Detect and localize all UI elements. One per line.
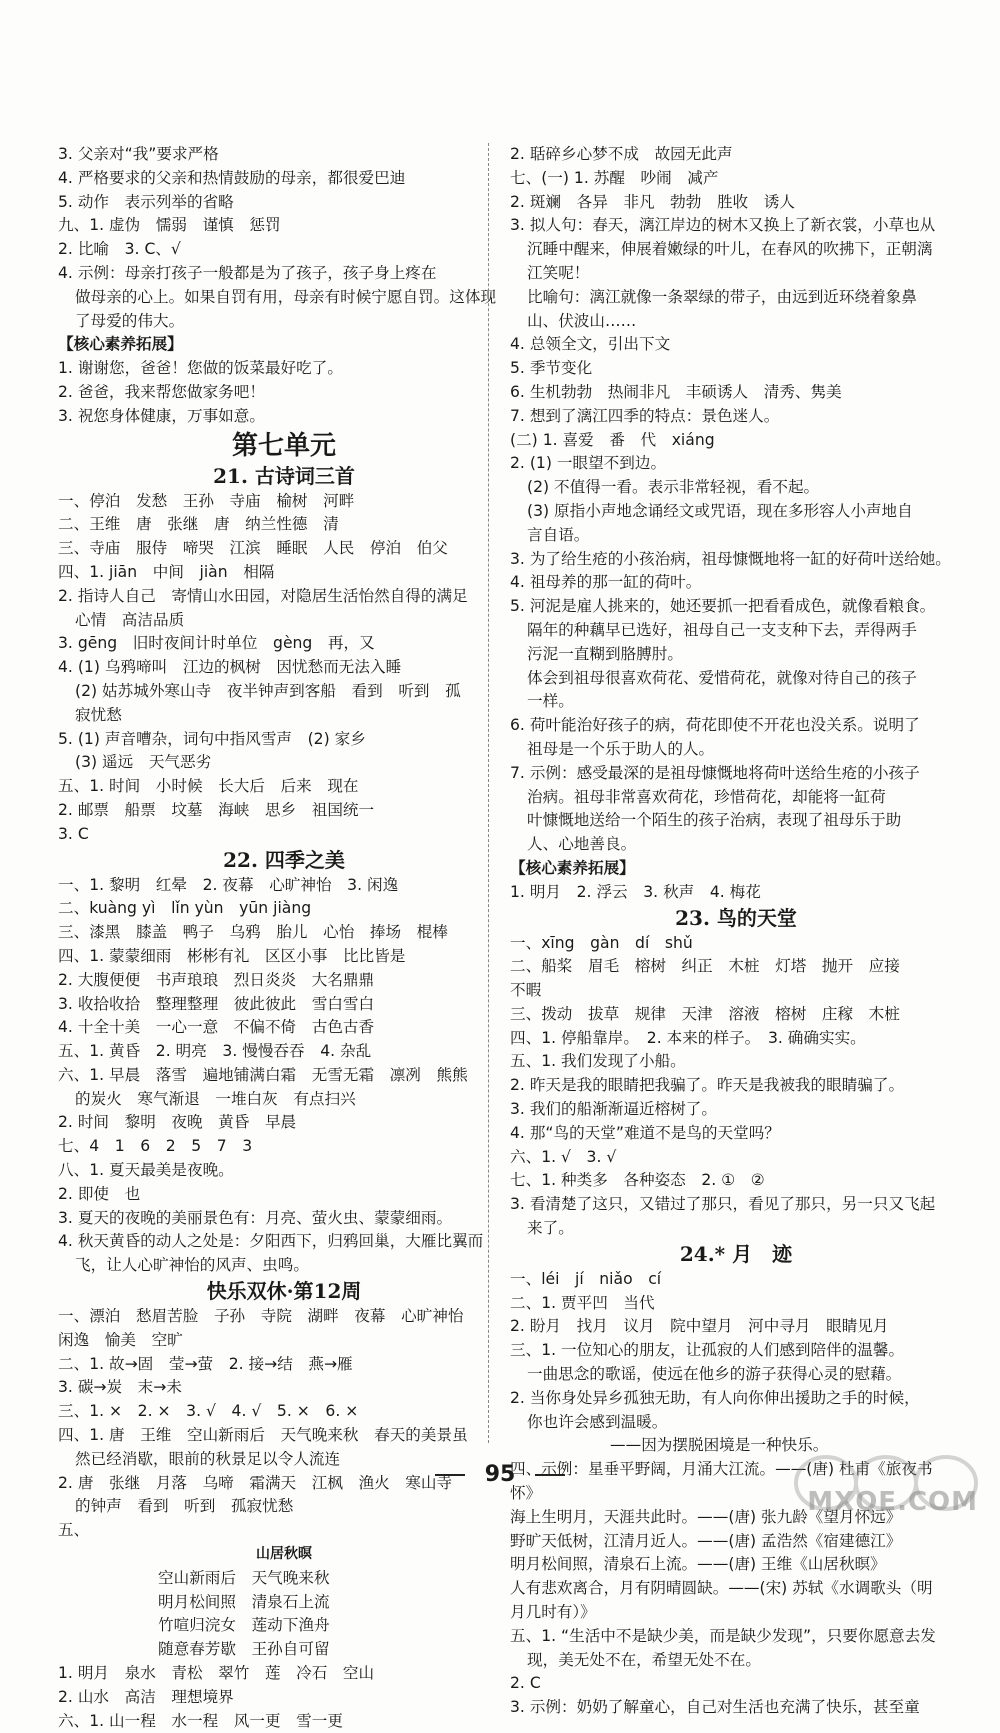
- answer-line: 一曲思念的歌谣，使远在他乡的游子获得心灵的慰藉。: [527, 1365, 902, 1384]
- answer-line: 然已经消歇，眼前的秋景足以令人流连: [75, 1449, 341, 1468]
- answer-line: 一、停泊 发愁 王孙 寺庙 榆树 河畔: [58, 491, 355, 510]
- answer-line: 七、1. 种类多 各种姿态 2. ① ②: [510, 1171, 765, 1190]
- section-heading: 快乐双休·第12周: [206, 1279, 362, 1304]
- answer-line: 2. C: [510, 1674, 541, 1693]
- answer-line: 7. 示例：感受最深的是祖母慷慨地将荷叶送给生疮的小孩子: [510, 763, 920, 782]
- answer-line: 6. 荷叶能治好孩子的病，荷花即使不开花也没关系。说明了: [510, 716, 920, 735]
- answer-line: 6. 生机勃勃 热闹非凡 丰硕诱人 清秀、隽美: [510, 382, 842, 401]
- answer-line: 随意春芳歇 王孙自可留: [158, 1640, 330, 1659]
- answer-line: 六、1. √ 3. √: [510, 1147, 617, 1166]
- answer-line: 2. 即使 也: [58, 1184, 141, 1203]
- answer-line: 祖母是一个乐于助人的人。: [527, 739, 715, 758]
- answer-line: 二、1. 贾平凹 当代: [510, 1293, 655, 1312]
- answer-line: 三、拨动 拔草 规律 天津 溶液 榕树 庄稼 木桩: [510, 1004, 900, 1023]
- answer-line: 的炭火 寒气渐退 一堆白灰 有点扫兴: [75, 1089, 356, 1108]
- section-heading: 24.* 月 迹: [679, 1241, 793, 1266]
- answer-line: 污泥一直糊到胳膊肘。: [527, 644, 683, 663]
- answer-line: 3. 看清楚了这只，又错过了那只，看见了那只，另一只又飞起: [510, 1195, 936, 1214]
- answer-line: 4. 示例：母亲打孩子一般都是为了孩子，孩子身上疼在: [58, 263, 437, 282]
- answer-line: 六、1. 早晨 落雪 遍地铺满白霜 无雪无霜 凛冽 熊熊: [58, 1065, 468, 1084]
- answer-line: 怀》: [510, 1484, 542, 1503]
- answer-line: 7. 想到了漓江四季的特点：景色迷人。: [510, 406, 780, 425]
- answer-line: 山、伏波山……: [527, 311, 637, 330]
- answer-line: 三、寺庙 服侍 啼哭 江滨 睡眠 人民 停泊 伯父: [58, 539, 448, 558]
- answer-line: 竹喧归浣女 莲动下渔舟: [158, 1616, 330, 1635]
- answer-line: 2. 唐 张继 月落 乌啼 霜满天 江枫 渔火 寒山寺: [58, 1473, 453, 1492]
- answer-line: 空山新雨后 天气晚来秋: [158, 1568, 330, 1587]
- answer-line: 5. (1) 声音嘈杂，词句中指风雪声 (2) 家乡: [58, 729, 366, 748]
- poem-title: 山居秋暝: [256, 1546, 312, 1563]
- answer-line: 2. 山水 高洁 理想境界: [58, 1687, 234, 1706]
- answer-line: 3. 父亲对“我”要求严格: [58, 145, 219, 163]
- answer-line: 五、1. 黄昏 2. 明亮 3. 慢慢吞吞 4. 杂乱: [58, 1042, 372, 1061]
- answer-line: 寂忧愁: [75, 705, 122, 724]
- answer-line: 3. 我们的船渐渐逼近榕树了。: [510, 1100, 717, 1119]
- answer-line: 3. 祝您身体健康，万事如意。: [58, 406, 265, 425]
- answer-line: 一、xīng gàn dí shǔ: [510, 933, 693, 952]
- answer-line: 4. (1) 乌鸦啼叫 江边的枫树 因忧愁而无法入睡: [58, 658, 402, 677]
- answer-line: 四、1. jiān 中间 jiàn 相隔: [58, 562, 275, 581]
- answer-line: 五、1. 我们发现了小船。: [510, 1052, 686, 1071]
- answer-line: 2. 聒碎乡心梦不成 故园无此声: [510, 145, 733, 163]
- answer-line: 2. 时间 黎明 夜晚 黄昏 早晨: [58, 1113, 297, 1132]
- answer-line: (3) 遥远 天气恶劣: [75, 753, 212, 772]
- answer-line: 野旷天低树，江清月近人。——(唐) 孟浩然《宿建德江》: [510, 1531, 902, 1550]
- answer-line: 4. 十全十美 一心一意 不偏不倚 古色古香: [58, 1018, 375, 1037]
- answer-line: 2. 斑斓 各异 非凡 勃勃 胜收 诱人: [510, 192, 795, 211]
- answer-line: 现，美无处不在，希望无处不在。: [527, 1650, 761, 1669]
- answer-line: 1. 明月 泉水 青松 翠竹 莲 冷石 空山: [58, 1664, 375, 1683]
- answer-line: 2. 大腹便便 书声琅琅 烈日炎炎 大名鼎鼎: [58, 970, 375, 989]
- answer-line: 来了。: [527, 1219, 574, 1238]
- answer-line: 不暇: [510, 981, 542, 1000]
- answer-line: 八、1. 夏天最美是夜晚。: [58, 1161, 234, 1180]
- answer-line: 江笑呢！: [527, 263, 590, 282]
- answer-line: 四、1. 停船靠岸。 2. 本来的样子。 3. 确确实实。: [510, 1028, 866, 1047]
- answer-line: 心情 高洁品质: [75, 610, 185, 629]
- answer-line: 2. 邮票 船票 坟墓 海峡 思乡 祖国统一: [58, 800, 375, 819]
- section-heading: 21. 古诗词三首: [213, 463, 355, 488]
- answer-line: 二、船桨 眉毛 榕树 纠正 木桩 灯塔 抛开 应接: [510, 957, 900, 976]
- answer-line: 3. 拟人句：春天，漓江岸边的树木又换上了新衣裳，小草也从: [510, 216, 936, 235]
- answer-line: 闲逸 愉美 空旷: [58, 1330, 183, 1349]
- answer-line: 3. 收拾收拾 整理整理 彼此彼此 雪白雪白: [58, 994, 375, 1013]
- answer-line: (二) 1. 喜爱 番 代 xiáng: [510, 430, 715, 449]
- answer-line: 的钟声 看到 听到 孤寂忧愁: [75, 1497, 294, 1516]
- answer-line: 三、1. 一位知心的朋友，让孤寂的人们感到陪伴的温馨。: [510, 1341, 905, 1360]
- answer-line: 做母亲的心上。如果自罚有用，母亲有时候宁愿自罚。这体现: [75, 287, 497, 306]
- answer-line: 2. (1) 一眼望不到边。: [510, 454, 667, 473]
- answer-line: 二、王维 唐 张继 唐 纳兰性德 清: [58, 515, 339, 534]
- section-heading: 23. 鸟的天堂: [675, 905, 797, 930]
- answer-line: 2. 比喻 3. C、√: [58, 240, 181, 259]
- answer-line: 2. 爸爸，我来帮您做家务吧！: [58, 382, 265, 401]
- answer-line: 飞，让人心旷神怡的风声、虫鸣。: [75, 1256, 309, 1275]
- answer-line: 一、漂泊 愁眉苦脸 子孙 寺院 湖畔 夜幕 心旷神怡: [58, 1307, 464, 1326]
- answer-line: 1. 明月 2. 浮云 3. 秋声 4. 梅花: [510, 882, 761, 901]
- answer-line: 四、1. 唐 王维 空山新雨后 天气晚来秋 春天的美景虽: [58, 1426, 468, 1445]
- answer-line: 5. 河泥是雇人挑来的，她还要抓一把看看成色，就像看粮食。: [510, 597, 936, 616]
- answer-line: 体会到祖母很喜欢荷花、爱惜荷花，就像对待自己的孩子: [527, 668, 917, 687]
- answer-line: 七、(一) 1. 苏醒 吵闹 减产: [510, 168, 719, 187]
- left-column: [58, 143, 510, 1733]
- answer-line: 叶慷慨地送给一个陌生的孩子治病，表现了祖母乐于助: [527, 811, 902, 830]
- answer-line: 【核心素养拓展】: [510, 858, 635, 877]
- answer-line: 3. 夏天的夜晚的美丽景色有：月亮、萤火虫、蒙蒙细雨。: [58, 1208, 453, 1227]
- answer-line: 人有悲欢离合，月有阴晴圆缺。——(宋) 苏轼《水调歌头（明: [510, 1579, 933, 1598]
- answer-line: 明月松间照 清泉石上流: [158, 1592, 330, 1611]
- answer-line: 五、: [58, 1521, 90, 1540]
- answer-line: 五、1. “生活中不是缺少美，而是缺少发现”，只要你愿意去发: [510, 1626, 936, 1645]
- column-divider: [488, 143, 489, 1443]
- answer-line: ——因为摆脱困境是一种快乐。: [610, 1436, 829, 1455]
- answer-line: 人、心地善良。: [527, 835, 637, 854]
- answer-line: 3. 碳→炭 末→未: [58, 1378, 182, 1397]
- answer-line: 三、1. × 2. × 3. √ 4. √ 5. × 6. ×: [58, 1402, 359, 1421]
- answer-line: 3. 示例：奶奶了解童心，自己对生活也充满了快乐，甚至童: [510, 1698, 920, 1717]
- answer-line: 4. 严格要求的父亲和热情鼓励的母亲，都很爱巴迪: [58, 168, 406, 187]
- answer-line: 一、1. 黎明 红晕 2. 夜幕 心旷神怡 3. 闲逸: [58, 875, 399, 894]
- answer-line: 一、léi jí niǎo cí: [510, 1269, 662, 1288]
- answer-line: 1. 谢谢您，爸爸！您做的饭菜最好吃了。: [58, 359, 343, 378]
- answer-line: 2. 指诗人自己 寄情山水田园，对隐居生活怡然自得的满足: [58, 586, 468, 605]
- answer-line: 2. 当你身处异乡孤独无助，有人向你伸出援助之手的时候，: [510, 1388, 920, 1407]
- answer-line: 治病。祖母非常喜欢荷花，珍惜荷花，却能将一缸荷: [527, 787, 886, 806]
- section-heading: 22. 四季之美: [223, 847, 345, 872]
- answer-line: 4. 秋天黄昏的动人之处是：夕阳西下，归鸦回巢，大雁比翼而: [58, 1232, 484, 1251]
- answer-line: 九、1. 虚伪 懦弱 谨慎 惩罚: [58, 216, 281, 235]
- answer-line: 【核心素养拓展】: [58, 335, 183, 354]
- footer-dash-right: [535, 1474, 565, 1476]
- answer-line: 3. C: [58, 824, 89, 843]
- answer-line: 二、kuàng yì lǐn yùn yūn jiàng: [58, 899, 312, 918]
- answer-line: 3. gēng 旧时夜间计时单位 gèng 再，又: [58, 634, 375, 653]
- answer-line: 隔年的种藕早已选好，祖母自己一支支种下去，弄得两手: [527, 620, 917, 639]
- footer-dash-left: [435, 1474, 465, 1476]
- answer-line: (3) 原指小声地念诵经文或咒语，现在多形容人小声地自: [527, 501, 913, 520]
- answer-line: 5. 动作 表示列举的省略: [58, 192, 234, 211]
- answer-line: 2. 盼月 找月 议月 院中望月 河中寻月 眼睛见月: [510, 1317, 889, 1336]
- answer-line: 二、1. 故→固 莹→萤 2. 接→结 燕→雁: [58, 1354, 353, 1373]
- answer-line: 沉睡中醒来，伸展着嫩绿的叶儿，在春风的吹拂下，正朝漓: [527, 240, 933, 259]
- answer-line: (2) 不值得一看。表示非常轻视，看不起。: [527, 478, 820, 497]
- answer-line: 四、示例：星垂平野阔，月涌大江流。——(唐) 杜甫《旅夜书: [510, 1460, 933, 1479]
- answer-line: 四、1. 蒙蒙细雨 彬彬有礼 区区小事 比比皆是: [58, 946, 406, 965]
- answer-line: 七、4 1 6 2 5 7 3: [58, 1137, 253, 1156]
- answer-line: 4. 那“鸟的天堂”难道不是鸟的天堂吗？: [510, 1123, 780, 1142]
- answer-line: 海上生明月，天涯共此时。——(唐) 张九龄《望月怀远》: [510, 1507, 902, 1526]
- answer-line: 一样。: [527, 692, 574, 711]
- answer-line: 4. 祖母养的那一缸的荷叶。: [510, 573, 702, 592]
- watermark-text: MXQE.COM: [807, 1487, 978, 1517]
- answer-line: 3. 为了给生疮的小孩治病，祖母慷慨地将一缸的好荷叶送给她。: [510, 549, 951, 568]
- answer-line: 月几时有）》: [510, 1603, 596, 1622]
- answer-line: 比喻句：漓江就像一条翠绿的带子，由远到近环绕着象鼻: [527, 287, 917, 306]
- page-number: 95: [484, 1462, 516, 1487]
- answer-line: (2) 姑苏城外寒山寺 夜半钟声到客船 看到 听到 孤: [75, 681, 461, 700]
- answer-line: 五、1. 时间 小时候 长大后 后来 现在: [58, 777, 359, 796]
- answer-line: 了母爱的伟大。: [75, 311, 185, 330]
- section-heading: 第七单元: [231, 430, 336, 461]
- answer-line: 你也许会感到温暖。: [527, 1412, 668, 1431]
- answer-line: 4. 总领全文，引出下文: [510, 335, 671, 354]
- answer-line: 明月松间照，清泉石上流。——(唐) 王维《山居秋暝》: [510, 1555, 886, 1574]
- answer-line: 三、漆黑 膝盖 鸭子 乌鸦 胎儿 心怡 捧场 棍棒: [58, 923, 448, 942]
- answer-line: 六、1. 山一程 水一程 风一更 雪一更: [58, 1711, 343, 1730]
- answer-line: 言自语。: [527, 525, 590, 544]
- answer-line: 5. 季节变化: [510, 359, 593, 378]
- answer-line: 2. 昨天是我的眼睛把我骗了。昨天是我被我的眼睛骗了。: [510, 1076, 905, 1095]
